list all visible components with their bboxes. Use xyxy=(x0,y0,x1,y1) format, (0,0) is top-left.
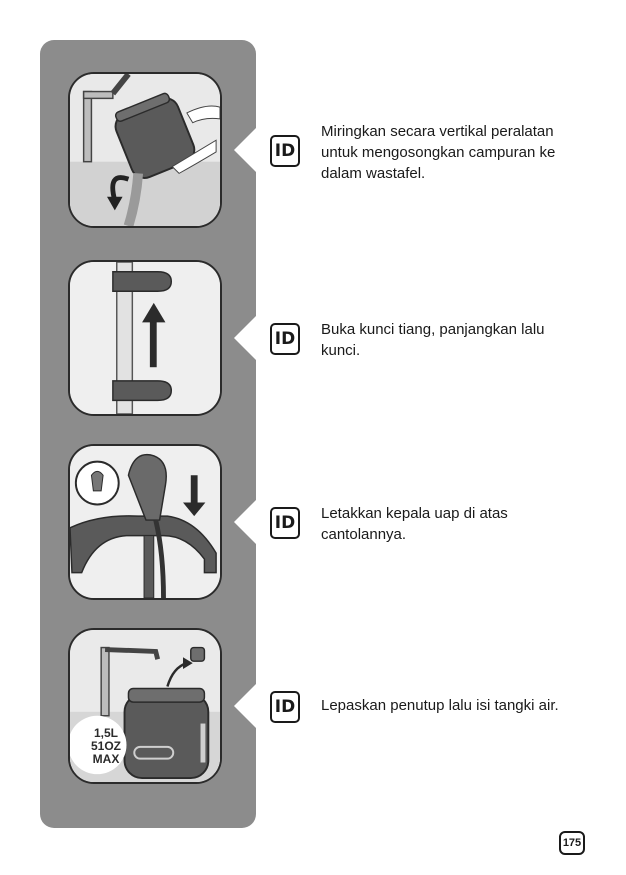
illustration-extend-pole xyxy=(68,260,222,416)
language-badge: ID xyxy=(270,691,300,723)
step-pointer xyxy=(234,314,258,362)
steam-head-hook-illustration xyxy=(70,446,220,598)
language-badge: ID xyxy=(270,135,300,167)
language-badge: ID xyxy=(270,507,300,539)
capacity-liters: 1,5L xyxy=(93,726,118,740)
page-number: 175 xyxy=(559,831,585,855)
step-pointer xyxy=(234,498,258,546)
illustration-head-on-hook xyxy=(68,444,222,600)
step-3-instruction: Letakkan kepala uap di atas cantolannya. xyxy=(321,505,508,543)
capacity-max: MAX xyxy=(92,752,120,766)
step-pointer xyxy=(234,682,258,730)
capacity-label xyxy=(80,727,132,766)
sink-pour-illustration xyxy=(70,74,220,226)
capacity-ounces: 51OZ xyxy=(90,739,121,753)
language-badge: ID xyxy=(270,323,300,355)
illustration-empty-into-sink xyxy=(68,72,222,228)
step-2-instruction: Buka kunci tiang, panjangkan lalu kunci. xyxy=(321,321,545,359)
pole-extend-illustration xyxy=(70,262,220,414)
step-pointer xyxy=(234,126,258,174)
step-4-instruction: Lepaskan penutup lalu isi tangki air. xyxy=(321,697,559,714)
step-1-instruction: Miringkan secara vertikal peralatan untuk mengosongkan campuran ke dalam wastafel. xyxy=(321,123,556,182)
